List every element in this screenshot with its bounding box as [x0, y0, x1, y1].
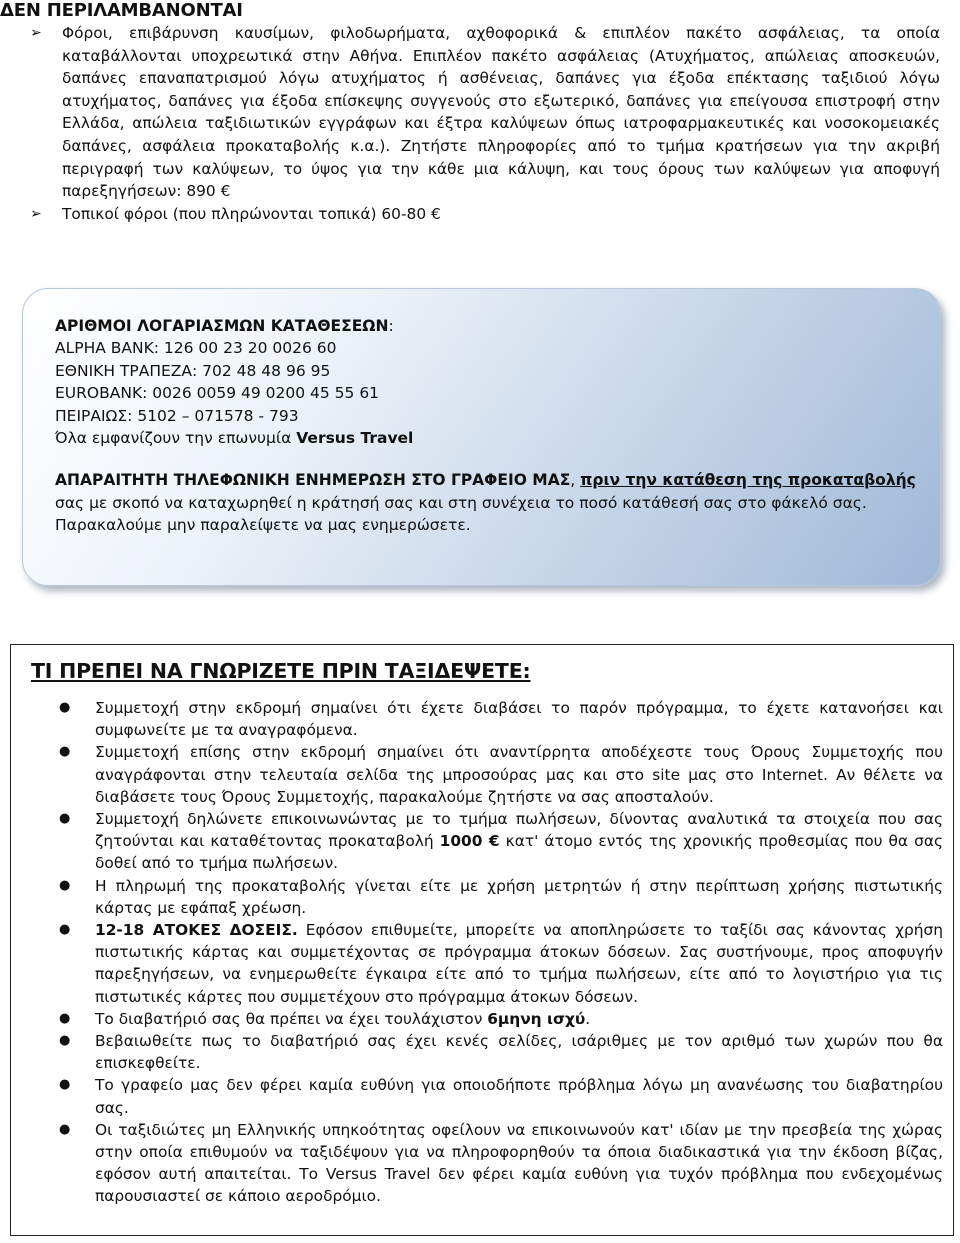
phone-notice: ΑΠΑΡΑΙΤΗΤΗ ΤΗΛΕΦΩΝΙΚΗ ΕΝΗΜΕΡΩΣΗ ΣΤΟ ΓΡΑΦΕΙΟ ΜΑΣ, πριν την κατάθεση της προκαταβολής	[55, 471, 916, 490]
know-before-travel-box	[10, 644, 954, 1236]
arrow-bullet-icon: ➢	[30, 25, 42, 41]
bullet-icon: ●	[59, 1077, 71, 1093]
list-item: ● Το διαβατήριό σας θα πρέπει να έχει τουλάχιστον 6μηνη ισχύ.	[55, 1008, 943, 1030]
list-item: ● Συμμετοχή δηλώνετε επικοινωνώντας με το τμήμα πωλήσεων, δίνοντας αναλυτικά τα στοιχεία που σας ζητούνται και καταθέτοντας προκαταβολή 1000 € κατ' άτομο εντός της χρονικής προθεσμίας που θα σας δοθεί από το τμήμα πωλήσεων.	[59, 810, 944, 873]
notice-underlined: πριν την κατάθεση της προκαταβολής	[580, 471, 916, 490]
list-item: ● Οι ταξιδιώτες μη Ελληνικής υπηκοότητας οφείλουν να επικοινωνούν κατ' ιδίαν με την πρεσβεία της χώρας στην οποία επιθυμούν να ταξιδέψουν για να πληροφορηθούν τα όποια διαδικαστικά για την έκδοση βίζας, εφόσον αυτή απαιτείται. Το Versus Travel δεν φέρει καμία ευθύνη για τυχόν πρόβλημα που ενδεχομένως παρουσιαστεί σε κάποιο αεροδρόμιο.	[59, 1120, 943, 1206]
not-included-list	[26, 22, 940, 225]
not-included-heading: ΔΕΝ ΠΕΡΙΛΑΜΒΑΝΟΝΤΑΙ	[0, 0, 243, 21]
bullet-icon: ●	[59, 877, 71, 893]
list-item	[26, 203, 940, 226]
bank-accounts-box	[22, 288, 941, 586]
bullet-icon: ●	[59, 811, 71, 827]
notice-rest: σας με σκοπό να καταχωρηθεί η κράτησή σας και στη συνέχεια το ποσό κατάθεσή σας στο φάκελό σας.	[55, 493, 867, 512]
account-holder-line: Όλα εμφανίζουν την επωνυμία Versus Travel	[55, 429, 414, 448]
list-item: ● 12-18 ΑΤΟΚΕΣ ΔΟΣΕΙΣ. Εφόσον επιθυμείτε, μπορείτε να αποπληρώσετε το ταξίδι σας κάνοντας χρήση πιστωτικής κάρτας και συμμετέχοντας σε πρόγραμμα άτοκων δόσεων. Σας συστήνουμε, προς αποφυγήν παρεξηγήσεων, να ενημερωθείτε έγκαιρα είτε από το τμήμα πωλήσεων, είτε από το λογιστήριο για τις πιστωτικές κάρτες που συμμετέχουν στο πρόγραμμα άτοκων δόσεων.	[59, 921, 943, 1006]
account-alpha: ALPHA BANK: 126 00 23 20 0026 60	[55, 339, 337, 358]
account-eurobank: EUROBANK: 0026 0059 49 0200 45 55 61	[55, 384, 380, 403]
list-item	[26, 22, 940, 203]
bullet-icon: ●	[59, 922, 71, 938]
bullet-icon: ●	[59, 700, 71, 715]
account-piraeus: ΠΕΙΡΑΙΩΣ: 5102 – 071578 - 793	[55, 406, 299, 425]
bullet-icon: ●	[59, 1033, 71, 1049]
account-ethniki: ΕΘΝΙΚΗ ΤΡΑΠΕΖΑ: 702 48 48 96 95	[55, 361, 331, 380]
bullet-icon: ●	[59, 1010, 71, 1026]
list-item: ● Συμμετοχή επίσης στην εκδρομή σημαίνει ότι αναντίρρητα αποδέχεστε τους Όρους Συμμετοχής που αναγράφονται στην τελευταία σελίδα της μπροσούρας μας και στο site μας στο Internet. Αν θέλετε να διαβάσετε τους Όρους Συμμετοχής, παρακαλούμε ζητήστε να σας αποσταλούν.	[59, 743, 943, 806]
please-notify: Παρακαλούμε μην παραλείψετε να μας ενημερώσετε.	[55, 516, 471, 535]
bullet-icon: ●	[59, 744, 71, 760]
list-item: ● Η πληρωμή της προκαταβολής γίνεται είτε με χρήση μετρητών ή στην περίπτωση χρήσης πιστωτικής κάρτας με εφάπαξ χρέωση.	[59, 876, 943, 917]
list-item-text: Φόροι, επιβάρυνση καυσίμων, φιλοδωρήματα, αχθοφορικά & επιπλέον πακέτο ασφάλειας, τα οποία καταβάλλονται υποχρεωτικά στην Αθήνα. Επιπλέον πακέτο ασφάλειας (Ατυχήματος, απώλειας αποσκευών, δαπάνες επαναπατρισμού λόγω ατυχήματος ή ασθένειας, δαπάνες για έξοδα επέκτασης ταξιδιού λόγω ατυχήματος, δαπάνες για έξοδα επίσκεψης συγγενούς στο εξωτερικό, δαπάνες για επείγουσα επιστροφή στην Ελλάδα, απώλεια ταξιδιωτικών εγγράφων και έξτρα καλύψεων όπως ιατροφαρμακευτικές και νοσοκομειακές δαπάνες, ασφάλεια προκαταβολής κ.α.). Ζητήστε πληροφορίες από το τμήμα κρατήσεων για την ακριβή περιγραφή των καλύψεων, το ύψος για την κάθε μια κάλυψη, και τους όρους των καλύψεων για αποφυγή παρεξηγήσεων: 890 €	[62, 24, 940, 201]
arrow-bullet-icon: ➢	[30, 205, 42, 222]
list-item: ● Το γραφείο μας δεν φέρει καμία ευθύνη για οποιοδήποτε πρόβλημα λόγω μη ανανέωσης του διαβατηρίου σας.	[59, 1076, 943, 1117]
bank-title: ΑΡΙΘΜΟΙ ΛΟΓΑΡΙΑΣΜΩΝ ΚΑΤΑΘΕΣΕΩΝ:	[55, 317, 394, 335]
know-title: ΤΙ ΠΡΕΠΕΙ ΝΑ ΓΝΩΡΙΖΕΤΕ ΠΡΙΝ ΤΑΞΙΔΕΨΕΤΕ:	[31, 659, 531, 683]
bullet-icon: ●	[59, 1121, 71, 1137]
list-item: ● Βεβαιωθείτε πως το διαβατήριό σας έχει κενές σελίδες, ισάριθμες με τον αριθμό των χωρών που θα επισκεφθείτε.	[59, 1032, 943, 1073]
list-item: ● Συμμετοχή στην εκδρομή σημαίνει ότι έχετε διαβάσει το παρόν πρόγραμμα, το έχετε κατανοήσει και συμφωνείτε με τα αναγραφόμενα.	[59, 699, 943, 740]
know-list	[55, 697, 943, 1208]
list-item-text: Τοπικοί φόροι (που πληρώνονται τοπικά) 60-80 €	[62, 204, 441, 223]
